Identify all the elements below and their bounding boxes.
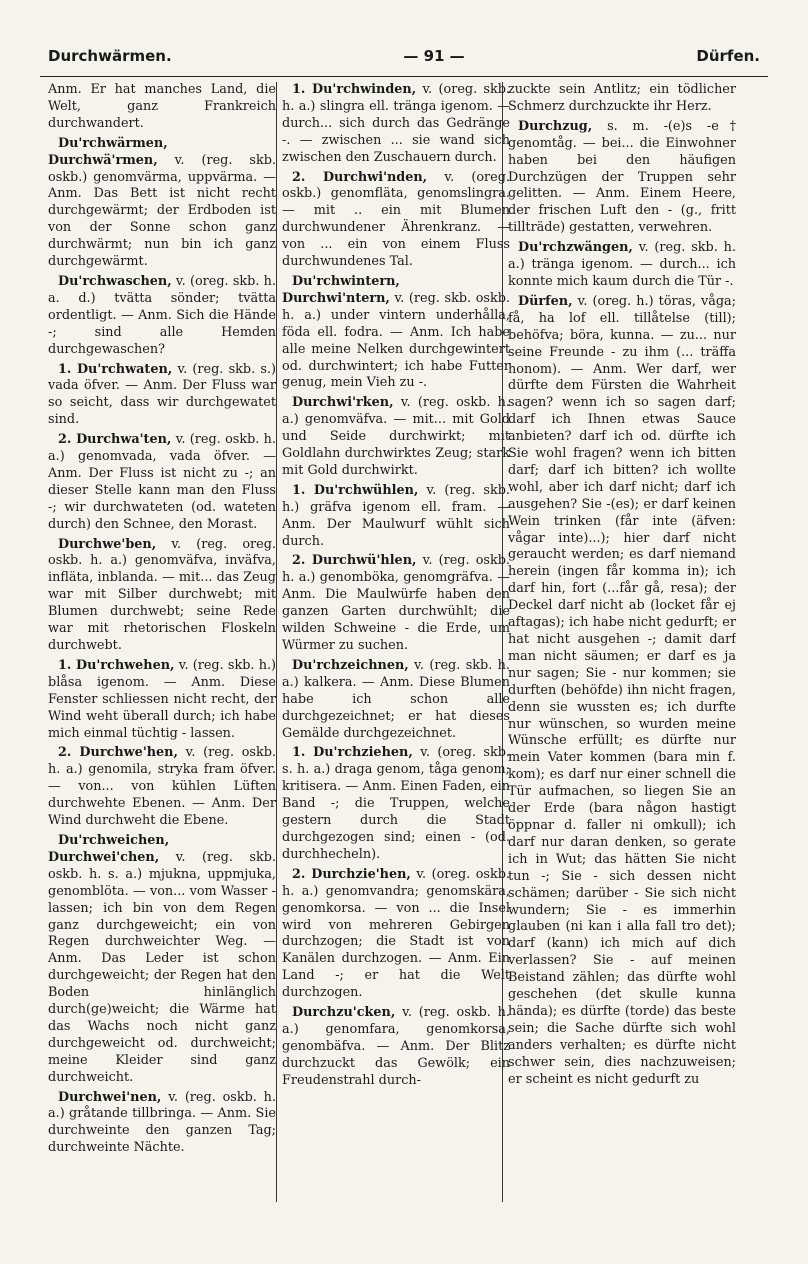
- dictionary-entry: [282, 1005, 510, 1090]
- dictionary-entry: [282, 395, 510, 480]
- entry-text: v. (reg. oskb. h. a.) genomvada, vada öfver. — Anm. Der Fluss ist nicht zu -; an dieser Stelle kann man den Fluss -; wir durchwateten (od. wateten durch) den Schnee, den Morast.: [48, 432, 276, 532]
- entry-text: v. (reg. skb. oskb. h. s. a.) mjukna, uppmjuka, genomblöta. — von... vom Wasser - lassen; ich bin von dem Regen ganz durchgeweicht; ein von Regen durchweichter Weg. — Anm. Das Leder ist schon durchgeweicht; der Regen hat den Boden hinlänglich durch(ge)weicht; die Wärme hat das Wachs noch nicht ganz durchgeweicht od. durchweicht; meine Kleider sind ganz durchweicht.: [48, 849, 276, 1085]
- dictionary-entry: [48, 1090, 276, 1158]
- entry-headword: 1. Du'rchziehen,: [292, 745, 413, 761]
- entry-text: v. (reg. oskb. h. a.) genomfara, genomkorsa, genombäfva. — Anm. Der Blitz durchzuckt das Gewölk; ein Freudenstrahl durch-: [282, 1005, 510, 1088]
- entry-headword: Du'rchweichen, Durchwei'chen,: [48, 832, 170, 865]
- entry-headword: Du'rchzeichnen,: [292, 657, 409, 673]
- entry-headword: Durchzu'cken,: [292, 1005, 396, 1021]
- entry-text: v. (reg. skb. s.) vada öfver. — Anm. Der Fluss war so seicht, dass wir durchgewatet sind.: [48, 361, 276, 428]
- dictionary-entry: [282, 483, 510, 551]
- header-rule: [40, 76, 768, 77]
- entry-text: v. (oreg. oskb. h. a.) genomvandra; genomskära, genomkorsa. — von ... die Insel wird von mehreren Gebirgen durchzogen; die Stadt ist von Kanälen durchzogen. — Anm. Ein Land -; er hat die Welt durchzogen.: [282, 866, 510, 1001]
- entry-headword: Durchwi'rken,: [292, 395, 394, 411]
- dictionary-entry: [508, 240, 736, 291]
- dictionary-entry: [282, 82, 510, 167]
- entry-text: v. (oreg. skb. h. a. d.) tvätta sönder; tvätta ordentligt. — Anm. Sich die Hände -; sind alle Hemden durchgewaschen?: [48, 273, 276, 357]
- entry-text: Anm. Er hat manches Land, die Welt, ganz Frankreich durchwandert.: [48, 82, 276, 131]
- entry-headword: 2. Durchwe'hen,: [58, 745, 178, 761]
- entry-text: v. (reg. skb. h. a.) kalkera. — Anm. Diese Blumen habe ich schon alle durchgezeichnet; er hat dieses Gemälde durchgezeichnet.: [282, 657, 510, 741]
- entry-text: v. (oreg. oskb.) genomfläta, genomslingra. — mit .. ein mit Blumen durchwundener Ährenkranz. — von ... ein von einem Fluss durchwundenes Tal.: [282, 169, 510, 270]
- entry-text: v. (reg. skb. h.) gräfva igenom ell. fram. — Anm. Der Maulwurf wühlt sich durch.: [282, 482, 510, 549]
- header-right-keyword: Dürfen.: [696, 47, 760, 65]
- dictionary-entry: [282, 170, 510, 271]
- dictionary-entry: [48, 136, 276, 271]
- dictionary-entry: [48, 745, 276, 830]
- entry-text: v. (reg. oskb. h. a.) gråtande tillbringa. — Anm. Sie durchweinte den ganzen Tag; durchweinte Nächte.: [48, 1089, 276, 1156]
- dictionary-entry: [282, 553, 510, 654]
- column-2: [282, 82, 510, 1202]
- dictionary-entry: [282, 274, 510, 392]
- entry-headword: 2. Durchzie'hen,: [292, 866, 411, 882]
- entry-text: v. (reg. oskb. h. a.) genomväfva. — mit... mit Gold und Seide durchwirkt; mit Goldlahn durchwirktes Zeug; stark mit Gold durchwirkt.: [282, 395, 510, 478]
- entry-text: v. (reg. oskb. h. a.) genomböka, genomgräfva. — Anm. Die Maulwürfe haben den ganzen Garten durchwühlt; die wilden Schweine - die Erde, um Würmer zu suchen.: [282, 553, 510, 653]
- entry-text: v. (reg. skb. h.) blåsa igenom. — Anm. Diese Fenster schliessen nicht recht, der Wind weht überall durch; ich habe mich einmal tüchtig - lassen.: [48, 657, 276, 741]
- entry-headword: 1. Du'rchwehen,: [58, 657, 175, 673]
- dictionary-entry: [48, 82, 276, 133]
- dictionary-entry: [48, 274, 276, 359]
- entry-headword: 2. Durchwü'hlen,: [292, 553, 417, 569]
- entry-headword: 1. Du'rchwaten,: [58, 361, 173, 377]
- entry-headword: Du'rchwaschen,: [58, 273, 172, 289]
- column-divider-1: [276, 82, 277, 1202]
- dictionary-entry: [48, 833, 276, 1087]
- dictionary-entry: [508, 119, 736, 237]
- entry-headword: 1. Du'rchwinden,: [292, 82, 417, 97]
- dictionary-entry: [48, 362, 276, 430]
- entry-headword: Durchwe'ben,: [58, 536, 157, 552]
- entry-text: v. (reg. skb. oskb. h. a.) under vintern underhålla, föda ell. fodra. — Anm. Ich habe alle meine Nelken durchgewintert od. durchwintert; ich habe Futter genug, mein Vieh zu -.: [282, 290, 510, 391]
- entry-text: s. m. -(e)s -e† genomtåg. — bei... die Einwohner haben bei den häufigen Durchzügen der Truppen sehr gelitten. — Anm. Einem Heere, der frischen Luft den - (g., fritt tillträde) gestatten, verwehren.: [508, 118, 736, 236]
- entry-text: v. (oreg. h.) töras, våga; få, ha lof ell. tillåtelse (till); behöfva; böra, kunna. — zu... nur seine Freunde - zu ihm (... träffa honom). — Anm. Wer darf, wer dürfte dem Fürsten die Wahrheit sagen? wenn ich so sagen darf; darf ich Ihnen etwas Sauce anbieten? darf ich od. dürfte ich Sie wohl fragen? wenn ich bitten darf; darf ich bitten? ich wollte wohl, aber ich darf nicht; darf ich ausgehen? Sie -(es); er darf keinen Wein trinken (får inte (äfven: vågar inte)...); hier darf nicht geraucht werden; es darf niemand herein (ingen får komma in); ich darf hin, fort (...får gå, resa); der Deckel darf nicht ab (locket får ej aftagas); ich habe nicht gedurft; er hat nicht ausgehen -; damit darf man nicht säumen; er darf es ja nur sagen; Sie - nur kommen; sie durften (behöfde) ihn nicht fragen, denn sie wussten es; ich durfte nur wünschen, so wurden meine Wünsche erfüllt; es dürfte nur mein Vater kommen (bara min f. kom); es darf nur einer schnell die Tür aufmachen, so liegen Sie an der Erde (bara någon hastigt öppnar d. faller ni omkull); ich darf nur daran denken, so gerate ich in Wut; das hätten Sie nicht tun -; Sie - sich dessen nicht schämen; darüber - Sie sich nicht wundern; Sie - es immerhin glauben (ni kan i alla fall tro det); darf (kann) ich mich auf dich verlassen? Sie - auf meinen Beistand zählen; das dürfte wohl geschehen (det skulle kunna hända); es dürfte (torde) das beste sein; die Sache dürfte sich wohl anders verhalten; es dürfte nicht schwer sein, dies nachzuweisen; er scheint es nicht gedurft zu: [508, 293, 736, 1087]
- entry-headword: Durchzug,: [518, 118, 593, 134]
- entry-headword: Du'rchwärmen, Durchwä'rmen,: [48, 135, 168, 168]
- dictionary-entry: [282, 867, 510, 1002]
- entry-text: v. (reg. oskb. h. a.) genomila, stryka fram öfver. — von... von kühlen Lüften durchwehte Ebenen. — Anm. Der Wind durchweht die Ebene.: [48, 745, 276, 829]
- entry-text: v. (reg. oreg. oskb. h. a.) genomväfva, inväfva, infläta, inblanda. — mit... das Zeug war mit Silber durchwebt; mit Blumen durchwebt; seine Rede war mit rhetorischen Floskeln durchwebt.: [48, 536, 276, 653]
- entry-text: v. (reg. skb. h. a.) tränga igenom. — durch... ich konnte mich kaum durch die Tür -.: [508, 240, 736, 289]
- entry-text: v. (oreg. skb. h. a.) slingra ell. tränga igenom. — durch... sich durch das Gedränge -. — zwischen ... sie wand sich zwischen den Zuschauern durch.: [282, 82, 510, 165]
- entry-headword: 1. Du'rchwühlen,: [292, 482, 419, 498]
- entry-headword: 2. Durchwi'nden,: [292, 169, 428, 185]
- dictionary-entry: [282, 745, 510, 863]
- entry-headword: Du'rchzwängen,: [518, 240, 633, 256]
- page-number: — 91 —: [403, 47, 465, 65]
- entry-headword: Du'rchwintern, Durchwi'ntern,: [282, 273, 400, 306]
- dictionary-entry: [508, 82, 736, 116]
- page-header: [48, 44, 760, 68]
- dictionary-entry: [48, 537, 276, 655]
- column-1: [48, 82, 276, 1202]
- dictionary-entry: [48, 658, 276, 743]
- dictionary-entry: [508, 294, 736, 1089]
- entry-text: v. (oreg. skb. s. h. a.) draga genom, tåga genom; kritisera. — Anm. Einen Faden, ein Band -; die Truppen, welche gestern durch die Stadt durchgezogen sind; einen - (od. durchhecheln).: [282, 745, 510, 862]
- dictionary-entry: [282, 658, 510, 743]
- entry-text: zuckte sein Antlitz; ein tödlicher Schmerz durchzuckte ihr Herz.: [508, 82, 736, 114]
- entry-text: v. (reg. skb. oskb.) genomvärma, uppvärma. — Anm. Das Bett ist nicht recht durchgewärmt; der Erdboden ist von der Sonne schon ganz durchwärmt; nun bin ich ganz durchgewärmt.: [48, 152, 276, 270]
- dictionary-entry: [48, 432, 276, 533]
- header-left-keyword: Durchwärmen.: [48, 47, 172, 65]
- entry-headword: Durchwei'nen,: [58, 1089, 162, 1105]
- column-3: [508, 82, 736, 1202]
- entry-headword: Dürfen,: [518, 293, 573, 309]
- entry-headword: 2. Durchwa'ten,: [58, 432, 172, 448]
